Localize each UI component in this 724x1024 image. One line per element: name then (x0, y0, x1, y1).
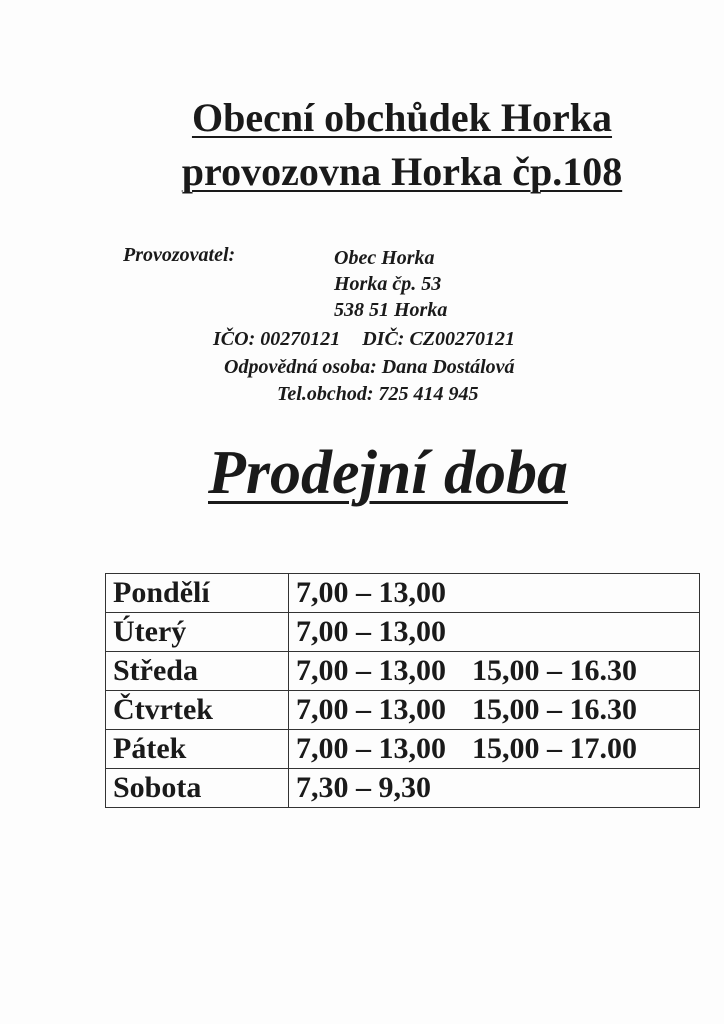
opening-hours-heading: Prodejní doba (208, 439, 568, 507)
hours-cell (289, 730, 700, 769)
afternoon-hours: 15,00 – 17.00 (472, 732, 637, 765)
opening-hours-table (105, 573, 700, 808)
hours-cell (289, 613, 700, 652)
operator-name: Obec Horka (334, 247, 435, 269)
operator-ids (213, 329, 515, 349)
morning-hours: 7,00 – 13,00 (296, 732, 446, 765)
operator-address-line1: Horka čp. 53 (334, 273, 442, 295)
morning-hours: 7,00 – 13,00 (296, 576, 446, 609)
morning-hours: 7,00 – 13,00 (296, 693, 446, 726)
morning-hours: 7,00 – 13,00 (296, 615, 446, 648)
dic-value: DIČ: CZ00270121 (362, 328, 516, 350)
day-cell: Pondělí (106, 574, 289, 613)
afternoon-hours: 15,00 – 16.30 (472, 693, 637, 726)
shop-address-title: provozovna Horka čp.108 (181, 149, 623, 194)
table-row (106, 613, 700, 652)
day-cell: Úterý (106, 613, 289, 652)
day-cell: Pátek (106, 730, 289, 769)
shop-phone: Tel.obchod: 725 414 945 (277, 383, 479, 405)
operator-address-line2: 538 51 Horka (334, 299, 448, 321)
hours-cell (289, 691, 700, 730)
responsible-person: Odpovědná osoba: Dana Dostálová (224, 356, 515, 378)
hours-cell (289, 574, 700, 613)
operator-label: Provozovatel: (123, 244, 236, 266)
table-row (106, 691, 700, 730)
morning-hours: 7,30 – 9,30 (296, 771, 431, 804)
morning-hours: 7,00 – 13,00 (296, 654, 446, 687)
day-cell: Čtvrtek (106, 691, 289, 730)
shop-title: Obecní obchůdek Horka (191, 95, 613, 140)
table-row (106, 769, 700, 808)
table-row (106, 730, 700, 769)
table-row (106, 574, 700, 613)
day-cell: Středa (106, 652, 289, 691)
ico-value: IČO: 00270121 (213, 328, 341, 350)
table-row (106, 652, 700, 691)
hours-cell (289, 769, 700, 808)
day-cell: Sobota (106, 769, 289, 808)
afternoon-hours: 15,00 – 16.30 (472, 654, 637, 687)
hours-cell (289, 652, 700, 691)
